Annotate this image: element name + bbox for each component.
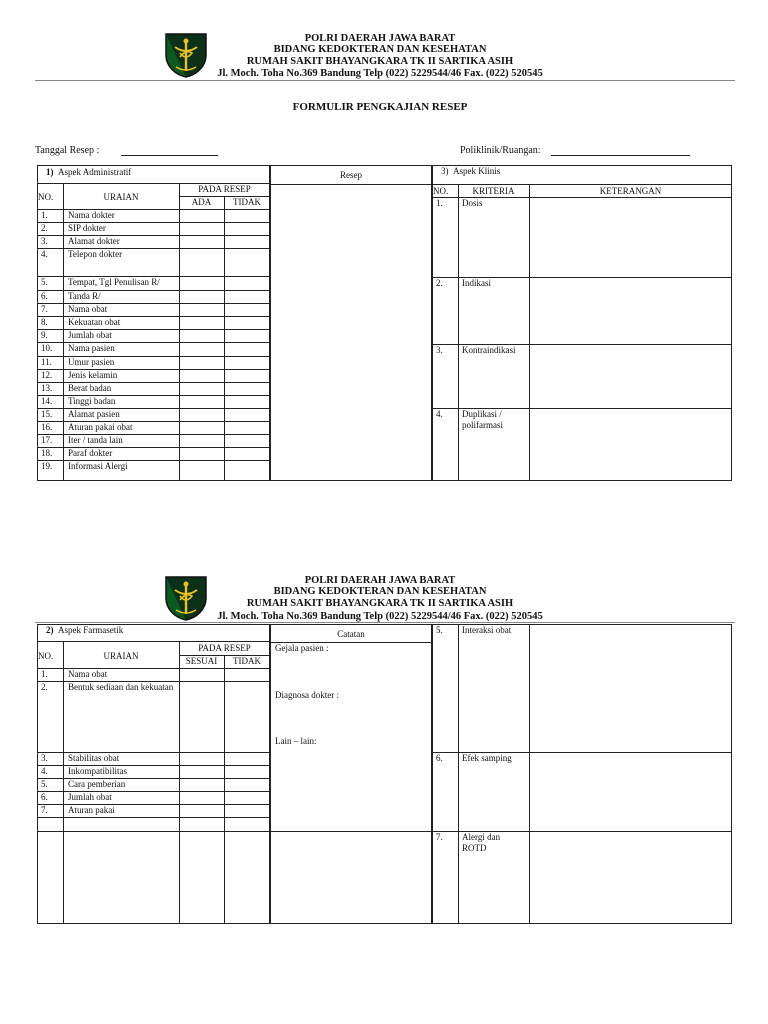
admin-row-label: Kekuatan obat [68, 317, 121, 327]
klinis-table-2 [432, 624, 732, 924]
header-line-1: POLRI DAERAH JAWA BARAT [304, 33, 456, 44]
admin-row-no: 5. [41, 277, 48, 287]
admin-row-no: 9. [41, 330, 48, 340]
admin-row-no: 15. [41, 409, 53, 419]
admin-row-label: Nama dokter [68, 210, 115, 220]
farmasetik-col-uraian: URAIAN [103, 651, 139, 661]
tanggal-resep-line[interactable] [121, 155, 218, 156]
admin-col-no: NO. [38, 192, 54, 202]
catatan-diagnosa: Diagnosa dokter : [275, 690, 339, 700]
farmasetik-col-tidak: TIDAK [233, 656, 261, 666]
farmasetik-row-no: 1. [41, 669, 48, 679]
klinis2-row-no: 6. [436, 753, 443, 763]
admin-row-no: 10. [41, 343, 53, 353]
admin-row-no: 14. [41, 396, 53, 406]
admin-row-label: Alamat dokter [68, 236, 120, 246]
admin-row-label: Tempat, Tgl Penulisan R/ [68, 277, 160, 287]
catatan-lain: Lain – lain: [275, 736, 317, 746]
klinis-row-no: 1. [436, 198, 443, 208]
farmasetik-col-no: NO. [38, 651, 54, 661]
farmasetik-row-no: 6. [41, 792, 48, 802]
admin-row-label: SIP dokter [68, 223, 106, 233]
header2-line-3: RUMAH SAKIT BHAYANGKARA TK II SARTIKA ASIH [246, 598, 514, 609]
form-title: FORMULIR PENGKAJIAN RESEP [292, 101, 468, 113]
admin-row-no: 18. [41, 448, 53, 458]
klinis-row-no: 2. [436, 278, 443, 288]
admin-row-label: Umur pasien [68, 357, 115, 367]
admin-row-label: Informasi Alergi [68, 461, 128, 471]
admin-col-pada-resep: PADA RESEP [198, 184, 251, 194]
klinis-row-kriteria: Indikasi [462, 278, 491, 288]
admin-row-label: Jumlah obat [68, 330, 112, 340]
admin-row-no: 6. [41, 291, 48, 301]
catatan-box [270, 624, 432, 924]
catatan-title: Catatan [337, 629, 365, 639]
klinis-table [432, 165, 732, 481]
admin-row-label: Alamat pasien [68, 409, 120, 419]
admin-row-no: 7. [41, 304, 48, 314]
admin-row-no: 17. [41, 435, 53, 445]
farmasetik-row-label: Nama obat [68, 669, 108, 679]
admin-row-label: Iter / tanda lain [68, 435, 123, 445]
header2-address: Jl. Moch. Toha No.369 Bandung Telp (022) 5229544/46 Fax. (022) 520545 [217, 611, 543, 622]
farmasetik-row-label: Bentuk sediaan dan kekuatan [68, 682, 174, 692]
admin-row-label: Tinggi badan [68, 396, 116, 406]
header2-line-2: BIDANG KEDOKTERAN DAN KESEHATAN [273, 586, 487, 597]
admin-row-no: 19. [41, 461, 53, 471]
farmasetik-row-label: Stabilitas obat [68, 753, 120, 763]
klinis-section-title: 3) Aspek Klinis [441, 166, 501, 176]
klinis2-row-no: 7. [436, 832, 443, 842]
resep-title: Resep [340, 170, 362, 180]
klinis-col-kriteria: KRITERIA [472, 186, 515, 196]
admin-row-label: Aturan pakai obat [68, 422, 133, 432]
tanggal-resep-label: Tanggal Resep : [35, 145, 100, 156]
header2-line-1: POLRI DAERAH JAWA BARAT [304, 575, 456, 586]
resep-box [270, 165, 432, 481]
klinis2-row-kriteria: Efek samping [462, 753, 512, 763]
farmasetik-row-no: 5. [41, 779, 48, 789]
admin-row-no: 4. [41, 249, 48, 259]
catatan-gejala: Gejala pasien : [275, 643, 329, 653]
admin-row-no: 2. [41, 223, 48, 233]
klinis2-row-no: 5. [436, 625, 443, 635]
klinis2-row-kriteria: Interaksi obat [462, 625, 512, 635]
klinis-row-kriteria: Duplikasi / polifarmasi [462, 409, 503, 430]
header-line-2: BIDANG KEDOKTERAN DAN KESEHATAN [273, 44, 487, 55]
admin-col-uraian: URAIAN [103, 192, 139, 202]
admin-row-no: 16. [41, 422, 53, 432]
farmasetik-col-pada-resep: PADA RESEP [198, 643, 251, 653]
poliklinik-label: Poliklinik/Ruangan: [460, 145, 541, 156]
farmasetik-col-sesuai: SESUAI [185, 656, 218, 666]
admin-col-tidak: TIDAK [233, 197, 261, 207]
admin-row-no: 12. [41, 370, 53, 380]
farmasetik-row-no: 3. [41, 753, 48, 763]
header2-divider [35, 622, 735, 623]
farmasetik-row-no: 4. [41, 766, 48, 776]
header-address: Jl. Moch. Toha No.369 Bandung Telp (022) 5229544/46 Fax. (022) 520545 [217, 68, 543, 79]
admin-row-label: Paraf dokter [68, 448, 113, 458]
admin-row-no: 13. [41, 383, 53, 393]
admin-row-no: 3. [41, 236, 48, 246]
farmasetik-row-no: 7. [41, 805, 48, 815]
admin-row-no: 8. [41, 317, 48, 327]
klinis-col-no: NO. [433, 186, 449, 196]
admin-row-label: Telepon dokter [68, 249, 123, 259]
klinis-row-no: 3. [436, 345, 443, 355]
farmasetik-row-no: 2. [41, 682, 48, 692]
farmasetik-row-label: Inkompatibilitas [68, 766, 127, 776]
admin-row-label: Nama obat [68, 304, 108, 314]
farmasetik-row-label: Aturan pakai [68, 805, 115, 815]
klinis-row-no: 4. [436, 409, 443, 419]
poliklinik-line[interactable] [551, 155, 690, 156]
admin-row-label: Jenis kelamin [68, 370, 118, 380]
admin-col-ada: ADA [191, 197, 212, 207]
header-line-3: RUMAH SAKIT BHAYANGKARA TK II SARTIKA ASIH [246, 56, 514, 67]
admin-section-title: 1) Aspek Administratif [46, 167, 132, 177]
admin-row-label: Tanda R/ [68, 291, 101, 301]
admin-row-label: Nama pasien [68, 343, 115, 353]
admin-row-label: Berat badan [68, 383, 112, 393]
klinis2-row-kriteria: Alergi dan ROTD [462, 832, 501, 853]
header-divider [35, 80, 735, 81]
klinis-row-kriteria: Kontraindikasi [462, 345, 516, 355]
klinis-row-kriteria: Dosis [462, 198, 483, 208]
farmasetik-row-label: Jumlah obat [68, 792, 112, 802]
admin-row-no: 11. [41, 357, 52, 367]
farmasetik-section-title: 2) Aspek Farmasetik [46, 625, 124, 635]
klinis-col-keterangan: KETERANGAN [599, 186, 662, 196]
farmasetik-row-label: Cara pemberian [68, 779, 126, 789]
admin-row-no: 1. [41, 210, 48, 220]
